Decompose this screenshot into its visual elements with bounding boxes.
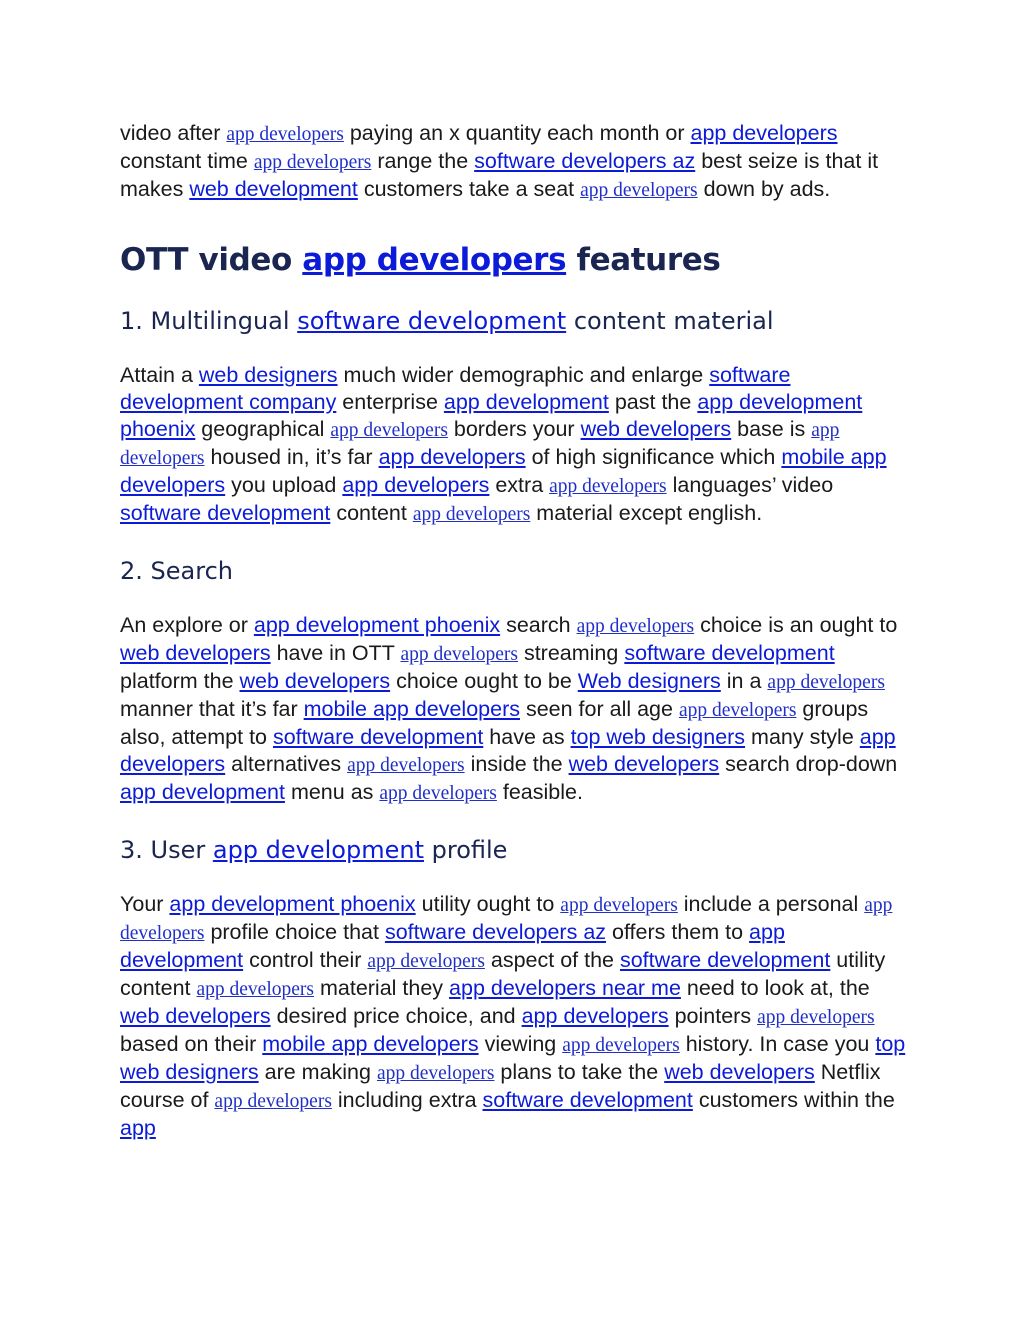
body-text: Netflix course of: [120, 1060, 881, 1112]
inline-link[interactable]: app developers: [412, 504, 531, 525]
body-text: alternatives: [225, 752, 348, 776]
inline-link[interactable]: app developers: [302, 242, 567, 278]
inline-link[interactable]: mobile app developers: [262, 1032, 479, 1056]
inline-link[interactable]: app developers: [549, 476, 667, 497]
inline-link[interactable]: app developers: [690, 121, 838, 145]
body-text: material they: [314, 976, 450, 1000]
body-text: plans to take the: [494, 1060, 665, 1084]
body-text: seen for all age: [519, 697, 679, 721]
inline-link[interactable]: app development: [212, 836, 424, 864]
inline-link[interactable]: web designers: [198, 363, 338, 387]
inline-link[interactable]: app developers: [367, 951, 485, 972]
body-text: history. In case you: [679, 1032, 876, 1056]
body-text: content material: [566, 307, 774, 335]
body-text: material except english.: [530, 501, 763, 525]
body-text: profile: [423, 836, 508, 864]
inline-link[interactable]: software development: [624, 641, 835, 665]
inline-link[interactable]: software developers az: [384, 920, 607, 944]
inline-link[interactable]: app development: [443, 390, 609, 414]
body-text: Attain a: [120, 363, 199, 387]
body-text: search drop-down: [719, 752, 898, 776]
inline-link[interactable]: app development: [120, 780, 285, 804]
body-text: search: [500, 613, 577, 637]
inline-link[interactable]: software developers az: [474, 149, 696, 173]
body-text: best seize is that it makes: [120, 149, 879, 201]
body-text: customers take a seat: [357, 177, 581, 201]
inline-link[interactable]: app developers: [378, 445, 526, 469]
inline-link[interactable]: app developers: [576, 616, 695, 637]
body-text: languages’ video: [666, 473, 834, 497]
inline-link[interactable]: app developers: [226, 124, 344, 145]
inline-link[interactable]: app developers: [376, 1063, 495, 1084]
body-text: constant time: [120, 149, 254, 173]
inline-link[interactable]: app developers: [120, 895, 893, 944]
search-paragraph: [120, 612, 910, 807]
body-text: Your: [120, 892, 170, 916]
body-text: customers within the: [692, 1088, 895, 1112]
body-text: platform the: [120, 669, 240, 693]
body-text: including extra: [331, 1088, 483, 1112]
inline-link[interactable]: top web designers: [570, 725, 746, 749]
user-profile-heading: [120, 834, 910, 866]
inline-link[interactable]: app development: [120, 920, 785, 972]
inline-link[interactable]: app developers: [757, 1007, 875, 1028]
inline-link[interactable]: software development: [619, 948, 831, 972]
inline-link[interactable]: web developers: [120, 1004, 271, 1028]
body-text: 1. Multilingual: [120, 307, 298, 335]
inline-link[interactable]: app development phoenix: [253, 613, 501, 637]
body-text: features: [566, 242, 721, 278]
body-text: 3. User: [120, 836, 213, 864]
body-text: borders your: [447, 417, 581, 441]
inline-link[interactable]: app developers: [379, 783, 497, 804]
body-text: have in OTT: [270, 641, 401, 665]
body-text: streaming: [517, 641, 625, 665]
body-text: utility content: [120, 948, 886, 1000]
body-text: utility ought to: [415, 892, 561, 916]
inline-link[interactable]: app developers: [330, 420, 448, 441]
body-text: profile choice that: [204, 920, 385, 944]
inline-link[interactable]: app developers: [253, 152, 372, 173]
inline-link[interactable]: app developers: [342, 473, 490, 497]
inline-link[interactable]: web developers: [664, 1060, 815, 1084]
features-heading: [120, 240, 910, 280]
inline-link[interactable]: app development phoenix: [169, 892, 416, 916]
inline-link[interactable]: mobile app developers: [120, 445, 887, 497]
inline-link[interactable]: web development: [189, 177, 358, 201]
body-text: choice is an ought to: [694, 613, 898, 637]
body-text: manner that it’s far: [120, 697, 304, 721]
inline-link[interactable]: software development: [297, 307, 567, 335]
inline-link[interactable]: web developers: [120, 641, 271, 665]
inline-link[interactable]: app developers: [678, 700, 797, 721]
body-text: have as: [483, 725, 571, 749]
inline-link[interactable]: app developers: [120, 420, 840, 469]
body-text: need to look at, the: [680, 976, 870, 1000]
inline-link[interactable]: app developers: [521, 1004, 669, 1028]
body-text: of high significance which: [525, 445, 782, 469]
inline-link[interactable]: web developers: [568, 752, 720, 776]
body-text: past the: [608, 390, 698, 414]
intro-paragraph: [120, 120, 890, 204]
body-text: menu as: [284, 780, 380, 804]
inline-link[interactable]: app developers: [767, 672, 885, 693]
body-text: video after: [120, 121, 227, 145]
body-text: many style: [745, 725, 860, 749]
inline-link[interactable]: software development: [272, 725, 484, 749]
body-text: desired price choice, and: [270, 1004, 522, 1028]
inline-link[interactable]: web developers: [239, 669, 391, 693]
inline-link[interactable]: app development phoenix: [120, 390, 863, 441]
body-text: enterprise: [336, 390, 444, 414]
body-text: 2. Search: [120, 557, 233, 585]
inline-link[interactable]: software development company: [120, 363, 791, 414]
inline-link[interactable]: app developers: [560, 895, 678, 916]
body-text: paying an x quantity each month or: [343, 121, 691, 145]
inline-link[interactable]: app developers: [196, 979, 314, 1000]
body-text: much wider demographic and enlarge: [337, 363, 710, 387]
body-text: offers them to: [606, 920, 750, 944]
body-text: you upload: [225, 473, 343, 497]
body-text: An explore or: [120, 613, 254, 637]
inline-link[interactable]: app developers near me: [449, 976, 681, 1000]
body-text: inside the: [464, 752, 569, 776]
body-text: extra: [489, 473, 550, 497]
multilingual-heading: [120, 305, 910, 337]
body-text: pointers: [668, 1004, 758, 1028]
body-text: control their: [243, 948, 368, 972]
body-text: are making: [258, 1060, 377, 1084]
inline-link[interactable]: mobile app developers: [303, 697, 520, 721]
inline-link[interactable]: Web designers: [577, 669, 721, 693]
multilingual-paragraph: [120, 362, 910, 528]
body-text: include a personal: [677, 892, 865, 916]
body-text: viewing: [478, 1032, 563, 1056]
inline-link[interactable]: top web designers: [120, 1032, 906, 1084]
body-text: down by ads.: [697, 177, 831, 201]
body-text: base is: [731, 417, 812, 441]
user-profile-paragraph: [120, 891, 910, 1142]
body-text: geographical: [195, 417, 331, 441]
body-text: in a: [720, 669, 768, 693]
inline-link[interactable]: app developers: [562, 1035, 680, 1056]
inline-link[interactable]: web developers: [580, 417, 732, 441]
inline-link[interactable]: app developers: [580, 180, 698, 201]
body-text: content: [330, 501, 413, 525]
body-text: groups also, attempt to: [120, 697, 869, 749]
body-text: aspect of the: [484, 948, 620, 972]
document-page: [120, 120, 910, 1142]
body-text: feasible.: [496, 780, 583, 804]
inline-link[interactable]: app: [120, 1116, 156, 1140]
inline-link[interactable]: software development: [120, 501, 331, 525]
body-text: choice ought to be: [390, 669, 578, 693]
body-text: range the: [371, 149, 475, 173]
inline-link[interactable]: app developers: [214, 1091, 332, 1112]
body-text: based on their: [120, 1032, 263, 1056]
inline-link[interactable]: app developers: [347, 755, 465, 776]
search-heading: [120, 555, 910, 587]
inline-link[interactable]: app developers: [400, 644, 518, 665]
body-text: housed in, it’s far: [204, 445, 379, 469]
inline-link[interactable]: software development: [482, 1088, 693, 1112]
inline-link[interactable]: app developers: [120, 725, 896, 776]
body-text: OTT video: [120, 242, 303, 278]
